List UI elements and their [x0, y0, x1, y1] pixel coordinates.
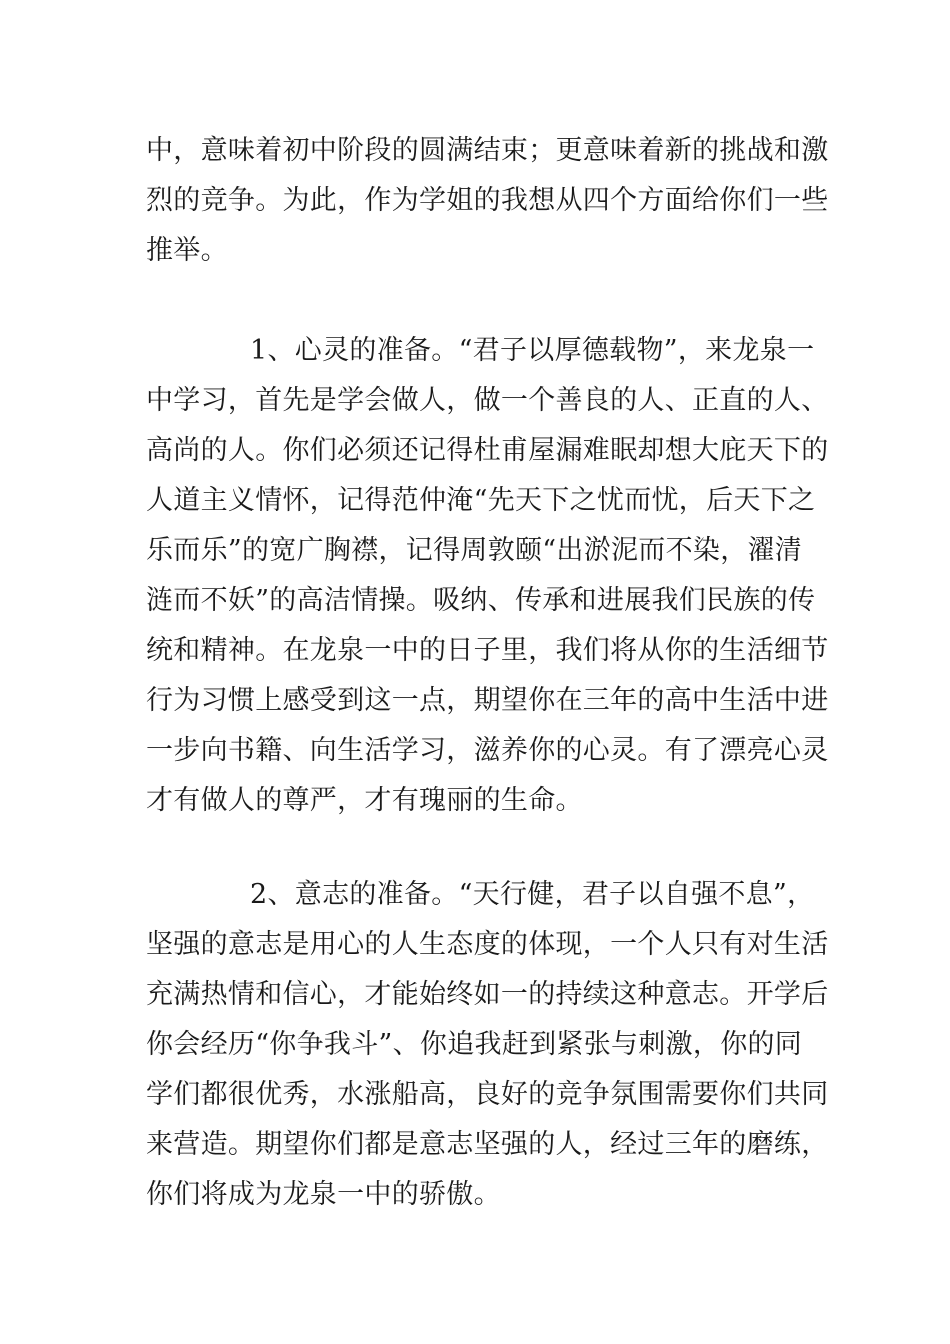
- text-line: 坚强的意志是用心的人生态度的体现，一个人只有对生活: [146, 929, 829, 960]
- paragraph-heart-preparation: [146, 326, 829, 826]
- text-line: 中，意味着初中阶段的圆满结束；更意味着新的挑战和激: [146, 135, 829, 166]
- text-line: 1、心灵的准备。“君子以厚德载物”，来龙泉一: [250, 335, 815, 366]
- text-line: 你会经历“你争我斗”、你追我赶到紧张与刺激，你的同: [146, 1029, 803, 1060]
- text-line: 乐而乐”的宽广胸襟，记得周敦颐“出淤泥而不染，濯清: [146, 535, 803, 566]
- text-line: 高尚的人。你们必须还记得杜甫屋漏难眠却想大庇天下的: [146, 435, 829, 466]
- text-line: 统和精神。在龙泉一中的日子里，我们将从你的生活细节: [146, 635, 829, 666]
- text-line: 一步向书籍、向生活学习，滋养你的心灵。有了漂亮心灵: [146, 735, 829, 766]
- text-line: 烈的竞争。为此，作为学姐的我想从四个方面给你们一些: [146, 185, 829, 216]
- paragraph-will-preparation: [146, 870, 829, 1220]
- text-line: 中学习，首先是学会做人，做一个善良的人、正直的人、: [146, 385, 829, 416]
- text-line: 行为习惯上感受到这一点，期望你在三年的高中生活中进: [146, 685, 829, 716]
- text-line: 人道主义情怀，记得范仲淹“先天下之忧而忧，后天下之: [146, 485, 816, 516]
- text-line: 来营造。期望你们都是意志坚强的人，经过三年的磨练，: [146, 1129, 829, 1160]
- text-line: 涟而不妖”的高洁情操。吸纳、传承和进展我们民族的传: [146, 585, 816, 616]
- text-line: 推举。: [146, 235, 228, 266]
- text-line: 充满热情和信心，才能始终如一的持续这种意志。开学后: [146, 979, 829, 1010]
- text-line: 2、意志的准备。“天行健，君子以自强不息”，: [250, 879, 815, 910]
- text-line: 才有做人的尊严，才有瑰丽的生命。: [146, 785, 583, 816]
- text-line: 你们将成为龙泉一中的骄傲。: [146, 1179, 501, 1210]
- text-line: 学们都很优秀，水涨船高，良好的竞争氛围需要你们共同: [146, 1079, 829, 1110]
- paragraph-intro-continuation: [146, 126, 829, 276]
